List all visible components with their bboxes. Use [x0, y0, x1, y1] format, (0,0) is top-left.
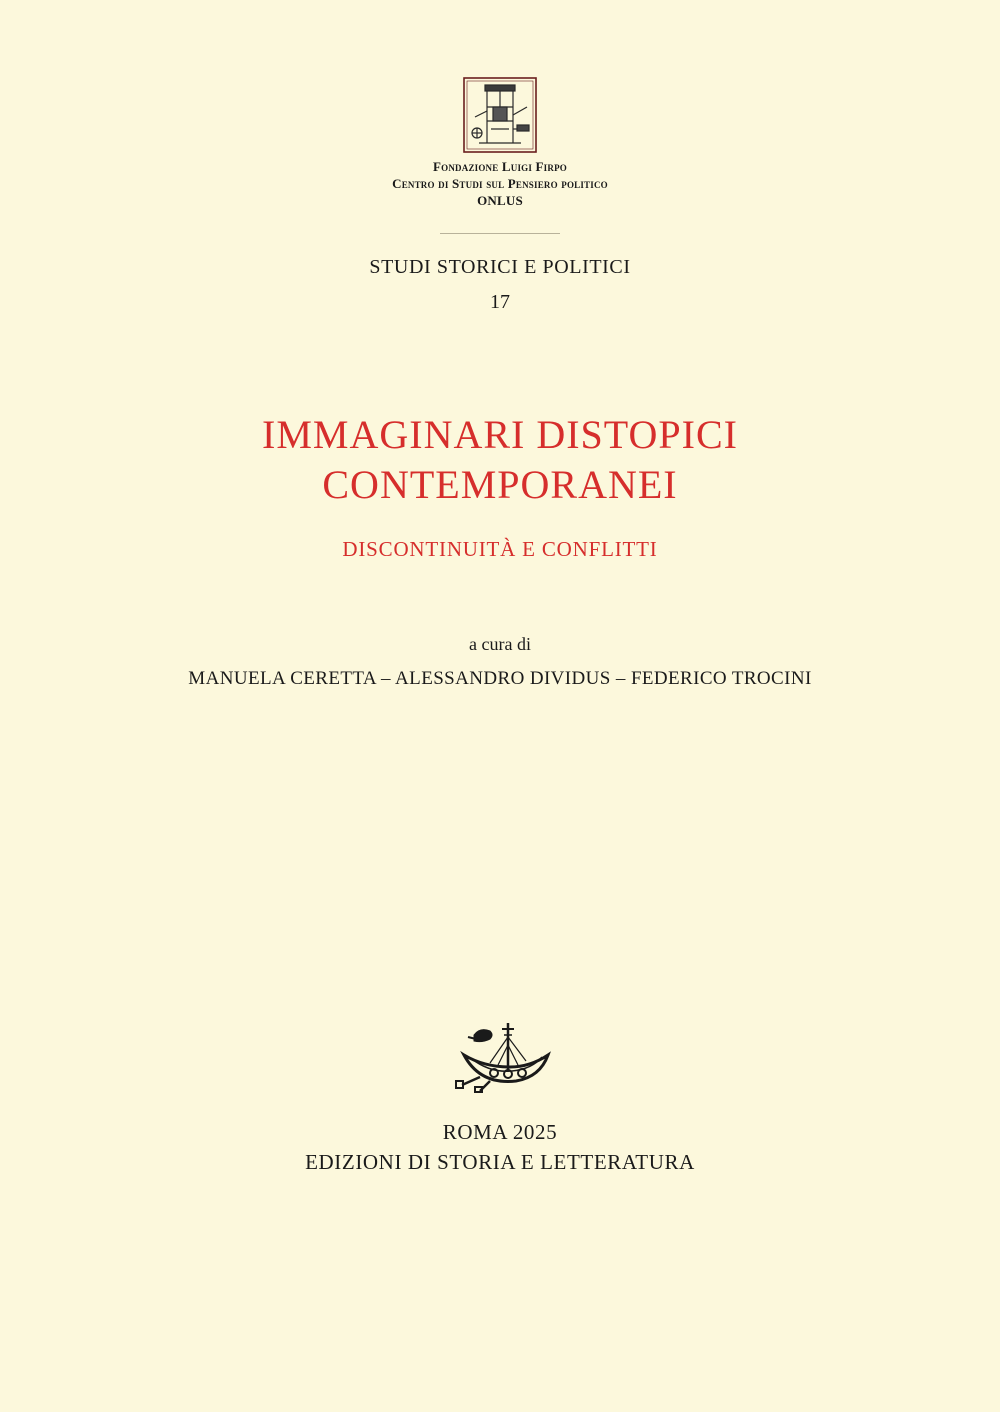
printing-press-emblem-icon — [463, 77, 537, 153]
divider — [440, 233, 560, 234]
foundation-center-text: Centro di Studi sul Pensiero politico — [392, 176, 608, 191]
book-title-line-2: CONTEMPORANEI — [322, 462, 678, 507]
foundation-name — [0, 158, 1000, 175]
imprint-place-year: ROMA 2025 — [442, 1120, 558, 1144]
book-subtitle: DISCONTINUITÀ E CONFLITTI — [342, 537, 658, 561]
ship-with-bird-logo-icon — [450, 1015, 556, 1093]
editors-names: MANUELA CERETTA – ALESSANDRO DIVIDUS – FEDERICO TROCINI — [188, 668, 812, 689]
book-title-line-1: IMMAGINARI DISTOPICI — [262, 412, 738, 457]
series-number: 17 — [490, 291, 510, 313]
imprint-publisher: EDIZIONI DI STORIA E LETTERATURA — [305, 1150, 695, 1174]
foundation-center — [0, 175, 1000, 192]
series-name: STUDI STORICI E POLITICI — [369, 256, 631, 278]
foundation-name-text: Fondazione Luigi Firpo — [433, 159, 567, 174]
foundation-status: ONLUS — [477, 193, 523, 208]
editors-label: a cura di — [469, 634, 531, 654]
